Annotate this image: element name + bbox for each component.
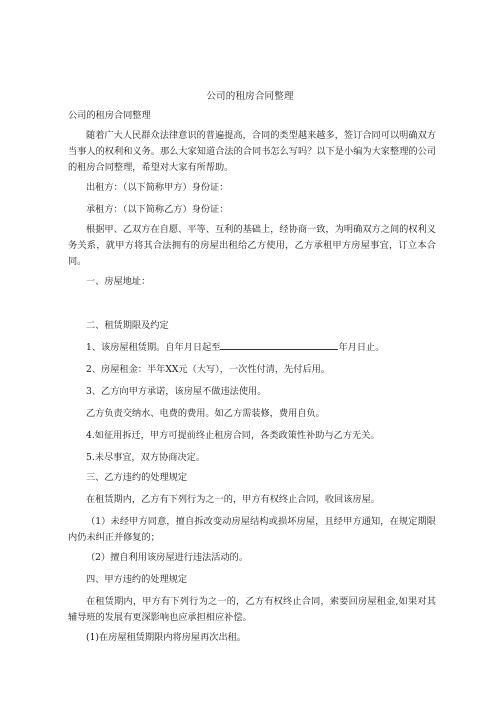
section-4-heading: 四、甲方违约的处理规定 [86,574,188,585]
document-subtitle: 公司的租房合同整理 [68,110,151,121]
rent-item: 2、房屋租金：半年XX元（大写），一次性付清，先付后用。 [86,364,331,375]
utilities-item: 乙方负责交纳水、电费的费用。如乙方需装修，费用自负。 [86,408,325,419]
section-2-heading: 二、租赁期限及约定 [86,320,169,331]
term-item-suffix: 年月日止。 [338,342,385,353]
section-4-item-1: (1)在房屋租赁期限内将房屋再次出租。 [86,632,247,643]
section-3-item-2: （2）擅自利用该房屋进行违法活动的。 [86,552,249,563]
demolition-item: 4.如征用拆迁，甲方可提前终止租房合同，各类政策性补助与乙方无关。 [86,430,380,441]
document-title: 公司的租房合同整理 [206,91,294,102]
lessee-line: 承租方：（以下简称乙方）身份证： [86,204,229,215]
lessor-line: 出租方：（以下简称甲方）身份证： [86,182,229,193]
term-item [68,340,436,356]
section-3-heading: 三、乙方违约的处理规定 [86,472,188,483]
section-4-text: 在租赁期内，甲方有下列行为之一的，乙方有权终止合同，索要回房屋租金,如果对其辅导班的发展有更深影响也应承担相应补偿。 [68,596,436,623]
section-3-text: 在租赁期内，乙方有下列行为之一的，甲方有权终止合同，收回该房屋。 [86,494,380,505]
other-matters-item: 5.未尽事宜，双方协商决定。 [86,452,206,463]
promise-item: 3、乙方向甲方承诺，该房屋不做违法使用。 [86,386,267,397]
preamble-paragraph: 根据甲、乙双方在自愿、平等、互利的基础上，经协商一致，为明确双方之间的权利义务关系，就甲方将其合法拥有的房屋出租给乙方使用，乙方承租甲方房屋事宜，订立本合同。 [68,224,436,267]
blank-underline [220,340,338,350]
section-3-item-1: （1）未经甲方同意，擅自拆改变动房屋结构或损坏房屋，且经甲方通知，在规定期限内仍未纠正并修复的； [68,516,436,543]
section-1-heading: 一、房屋地址： [86,276,151,287]
term-item-prefix: 1、该房屋租赁期。自年月日起至 [86,342,221,353]
intro-paragraph: 随着广大人民群众法律意识的普遍提高，合同的类型越来越多，签订合同可以明确双方当事人的权利和义务。那么大家知道合法的合同书怎么写吗？以下是小编为大家整理的公司的租房合同整理，希望对大家有所帮助。 [68,130,436,173]
